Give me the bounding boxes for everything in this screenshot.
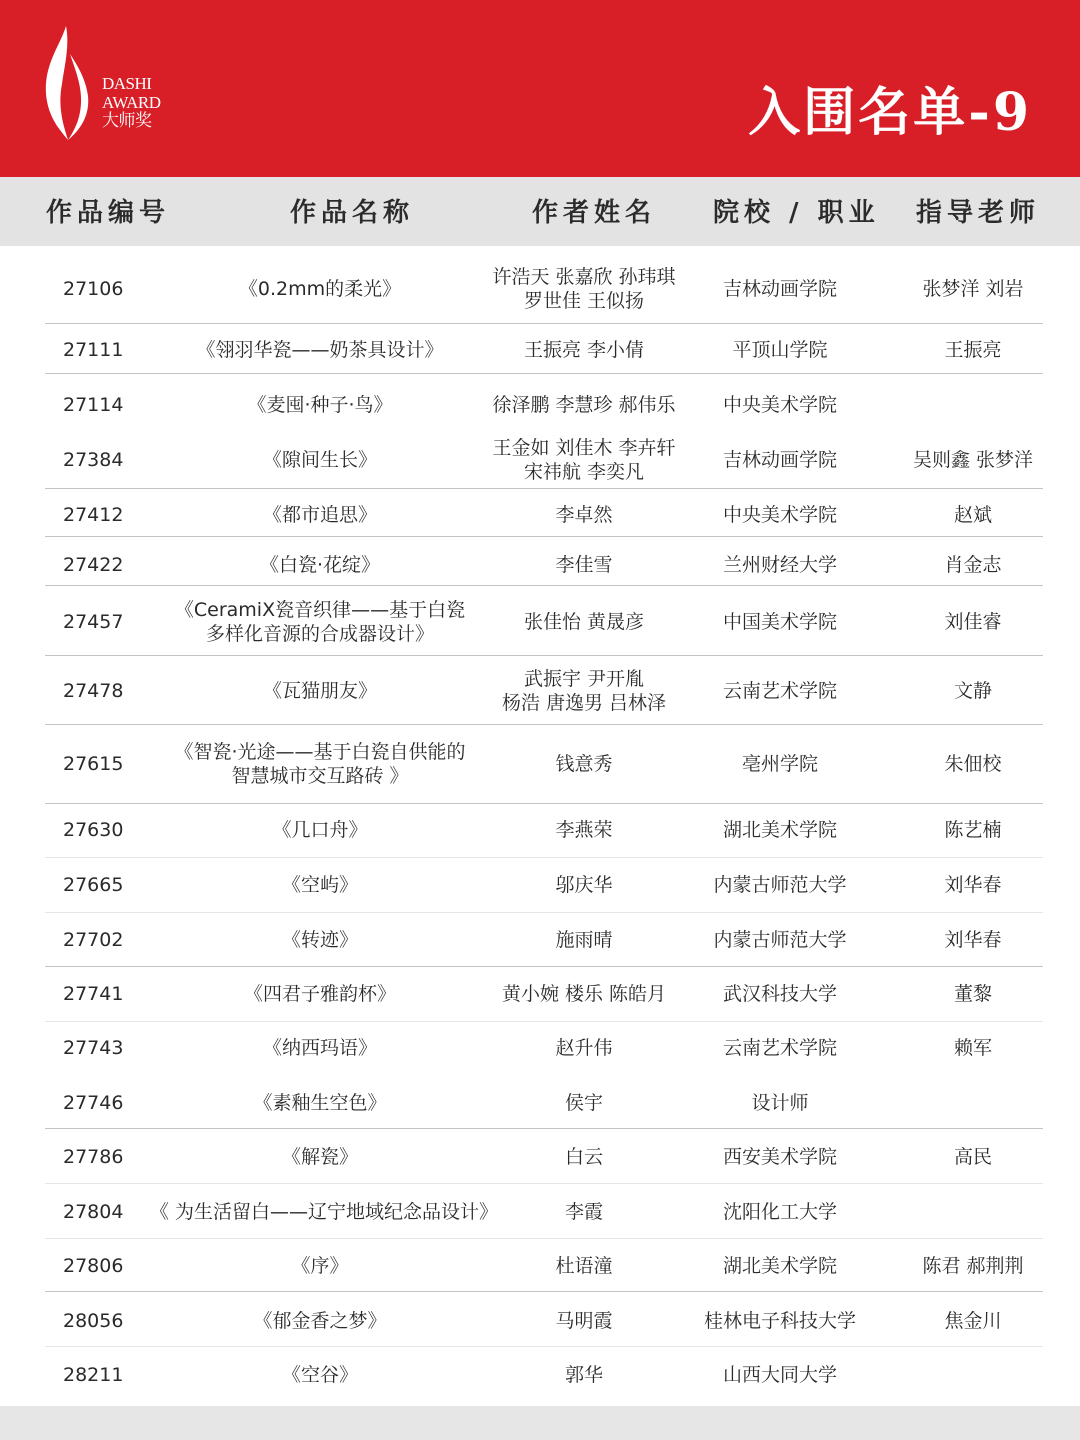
- cell-authors: 王金如 刘佳木 李卉轩 宋祎航 李奕凡: [492, 437, 676, 483]
- column-header-authors: 作者姓名: [532, 198, 657, 228]
- cell-school: 云南艺术学院: [722, 679, 837, 702]
- cell-school: 中国美术学院: [722, 610, 837, 633]
- cell-work: 《翎羽华瓷——奶茶具设计》: [196, 339, 444, 361]
- row-divider-light: [45, 1238, 1043, 1239]
- row-divider-light: [45, 1021, 1043, 1022]
- cell-id: 27804: [63, 1200, 124, 1223]
- cell-id: 28211: [63, 1364, 124, 1386]
- cell-id: 27741: [63, 983, 124, 1005]
- cell-id: 27743: [63, 1037, 124, 1059]
- table-row: [0, 587, 1080, 656]
- cell-school: 内蒙古师范大学: [713, 873, 847, 896]
- cell-authors: 黄小婉 楼乐 陈皓月: [501, 983, 667, 1005]
- cell-id: 27786: [63, 1146, 124, 1168]
- table-row: [0, 1075, 1080, 1130]
- cell-school: 湖北美术学院: [722, 819, 837, 841]
- row-divider: [45, 585, 1043, 586]
- cell-school: 云南艺术学院: [722, 1037, 837, 1059]
- cell-work: 《纳西玛语》: [262, 1037, 377, 1059]
- cell-work: 《序》: [291, 1255, 349, 1277]
- cell-id: 27746: [63, 1091, 124, 1114]
- column-header-id: 作品编号: [46, 198, 171, 228]
- logo-text-award: AWARD: [102, 93, 161, 112]
- cell-school: 吉林动画学院: [722, 449, 837, 471]
- row-divider-light: [45, 857, 1043, 858]
- cell-advisor: 刘华春: [944, 873, 1002, 896]
- cell-school: 设计师: [751, 1091, 809, 1114]
- flame-logo-icon: [40, 24, 100, 144]
- table-row: [0, 1021, 1080, 1075]
- table-row: [0, 488, 1080, 542]
- cell-work: 《都市追思》: [262, 504, 377, 526]
- row-divider: [45, 724, 1043, 725]
- cell-authors: 徐泽鹏 李慧珍 郝伟乐: [492, 393, 676, 416]
- cell-advisor: 刘华春: [944, 928, 1002, 951]
- cell-advisor: 肖金志: [944, 553, 1002, 576]
- cell-advisor: 赵斌: [953, 504, 992, 526]
- cell-authors: 白云: [564, 1146, 603, 1168]
- column-header-advisor: 指导老师: [916, 198, 1041, 228]
- table-row: [0, 323, 1080, 377]
- table-row: [0, 542, 1080, 587]
- cell-id: 27412: [63, 504, 124, 526]
- cell-authors: 许浩天 张嘉欣 孙玮琪 罗世佳 王似扬: [492, 266, 676, 312]
- cell-advisor: 陈君 郝荆荆: [922, 1255, 1024, 1277]
- cell-advisor: 陈艺楠: [944, 819, 1002, 841]
- table-row: [0, 1130, 1080, 1184]
- cell-work: 《隙间生长》: [262, 449, 377, 471]
- cell-id: 27806: [63, 1255, 124, 1277]
- row-divider: [45, 373, 1043, 374]
- cell-authors: 李燕荣: [555, 819, 613, 841]
- table-row: [0, 656, 1080, 725]
- table-row: [0, 432, 1080, 488]
- table-row: [0, 967, 1080, 1021]
- cell-work: 《几口舟》: [272, 819, 368, 841]
- cell-work: 《转迹》: [281, 928, 358, 951]
- nominee-table: [0, 246, 1080, 1406]
- cell-work: 《空屿》: [281, 873, 358, 896]
- table-row: [0, 254, 1080, 324]
- table-row: [0, 912, 1080, 967]
- cell-school: 亳州学院: [741, 753, 818, 775]
- cell-id: 27111: [63, 339, 124, 361]
- cell-id: 27114: [63, 393, 124, 416]
- cell-school: 桂林电子科技大学: [703, 1309, 856, 1332]
- table-row: [0, 1184, 1080, 1239]
- cell-id: 27702: [63, 928, 124, 951]
- cell-school: 内蒙古师范大学: [713, 928, 847, 951]
- logo-text-cn: 大师奖: [102, 111, 152, 131]
- cell-authors: 武振宇 尹开胤 杨浩 唐逸男 吕林泽: [501, 667, 667, 714]
- cell-id: 27615: [63, 753, 124, 775]
- table-row: [0, 857, 1080, 912]
- cell-work: 《智瓷·光途——基于白瓷自供能的 智慧城市交互路砖 》: [174, 741, 466, 787]
- cell-work: 《解瓷》: [281, 1146, 358, 1168]
- cell-school: 山西大同大学: [722, 1364, 837, 1386]
- cell-authors: 李霞: [564, 1200, 603, 1223]
- cell-authors: 王振亮 李小倩: [523, 339, 645, 361]
- cell-school: 平顶山学院: [732, 339, 828, 361]
- cell-school: 兰州财经大学: [722, 553, 837, 576]
- table-row: [0, 1293, 1080, 1348]
- row-divider-light: [45, 1346, 1043, 1347]
- cell-authors: 李佳雪: [555, 553, 613, 576]
- cell-advisor: 赖军: [953, 1037, 992, 1059]
- cell-authors: 侯宇: [564, 1091, 603, 1114]
- cell-advisor: 刘佳睿: [944, 610, 1002, 633]
- column-header-school: 院校 / 职业: [713, 198, 880, 228]
- cell-authors: 李卓然: [555, 504, 613, 526]
- cell-work: 《CeramiX瓷音织律——基于白瓷 多样化音源的合成器设计》: [174, 598, 466, 645]
- cell-school: 吉林动画学院: [722, 278, 837, 300]
- footer-bar: [0, 1406, 1080, 1440]
- cell-advisor: 张梦洋 刘岩: [922, 278, 1024, 300]
- cell-id: 27630: [63, 819, 124, 841]
- cell-work: 《四君子雅韵杯》: [243, 983, 396, 1005]
- cell-id: 27384: [63, 449, 124, 471]
- cell-work: 《0.2mm的柔光》: [238, 278, 402, 300]
- cell-advisor: [895, 1184, 1051, 1239]
- cell-authors: 赵升伟: [555, 1037, 613, 1059]
- row-divider: [45, 1128, 1043, 1129]
- cell-work: 《麦囤·种子·鸟》: [247, 393, 393, 416]
- cell-work: 《 为生活留白——辽宁地域纪念品设计》: [150, 1200, 499, 1223]
- column-header-work: 作品名称: [290, 198, 415, 228]
- cell-id: 27106: [63, 278, 124, 300]
- cell-authors: 郭华: [564, 1364, 603, 1386]
- cell-school: 中央美术学院: [722, 393, 837, 416]
- cell-authors: 马明霞: [555, 1309, 613, 1332]
- cell-school: 湖北美术学院: [722, 1255, 837, 1277]
- cell-authors: 施雨晴: [555, 928, 613, 951]
- row-divider-light: [45, 1183, 1043, 1184]
- column-header-bar: [0, 177, 1080, 246]
- cell-authors: 邬庆华: [555, 873, 613, 896]
- row-divider: [45, 655, 1043, 656]
- row-divider: [45, 323, 1043, 324]
- cell-authors: 张佳怡 黄晟彦: [523, 610, 645, 633]
- cell-school: 沈阳化工大学: [722, 1200, 837, 1223]
- table-row: [0, 1348, 1080, 1402]
- cell-advisor: [895, 1075, 1051, 1130]
- cell-advisor: 董黎: [953, 983, 992, 1005]
- cell-work: 《空谷》: [281, 1364, 358, 1386]
- cell-work: 《素釉生空色》: [253, 1091, 387, 1114]
- table-row: [0, 803, 1080, 857]
- row-divider: [45, 1291, 1043, 1292]
- cell-advisor: [895, 1348, 1051, 1402]
- cell-advisor: [895, 377, 1051, 432]
- table-row: [0, 1239, 1080, 1293]
- header-banner: [0, 0, 1080, 177]
- cell-id: 27422: [63, 553, 124, 576]
- cell-advisor: 高民: [953, 1146, 992, 1168]
- cell-work: 《瓦猫朋友》: [262, 679, 377, 702]
- cell-school: 中央美术学院: [722, 504, 837, 526]
- table-row: [0, 725, 1080, 803]
- cell-id: 27665: [63, 873, 124, 896]
- cell-school: 武汉科技大学: [722, 983, 837, 1005]
- row-divider: [45, 803, 1043, 804]
- cell-advisor: 焦金川: [944, 1309, 1002, 1332]
- row-divider: [45, 488, 1043, 489]
- cell-advisor: 王振亮: [944, 339, 1002, 361]
- cell-advisor: 朱佃校: [944, 753, 1002, 775]
- row-divider: [45, 966, 1043, 967]
- dashi-award-logo: [40, 24, 180, 144]
- cell-work: 《郁金香之梦》: [253, 1309, 387, 1332]
- table-row: [0, 377, 1080, 432]
- cell-work: 《白瓷·花绽》: [259, 553, 381, 576]
- row-divider-light: [45, 912, 1043, 913]
- row-divider: [45, 536, 1043, 537]
- cell-id: 28056: [63, 1309, 124, 1332]
- cell-authors: 杜语潼: [555, 1255, 613, 1277]
- cell-id: 27457: [63, 610, 124, 633]
- logo-text-dashi: DASHI: [102, 74, 152, 93]
- cell-id: 27478: [63, 679, 124, 702]
- cell-authors: 钱意秀: [555, 753, 613, 775]
- cell-advisor: 吴则鑫 张梦洋: [912, 449, 1034, 471]
- cell-school: 西安美术学院: [722, 1146, 837, 1168]
- cell-advisor: 文静: [953, 679, 992, 702]
- page-title: 入围名单-9: [748, 82, 1032, 143]
